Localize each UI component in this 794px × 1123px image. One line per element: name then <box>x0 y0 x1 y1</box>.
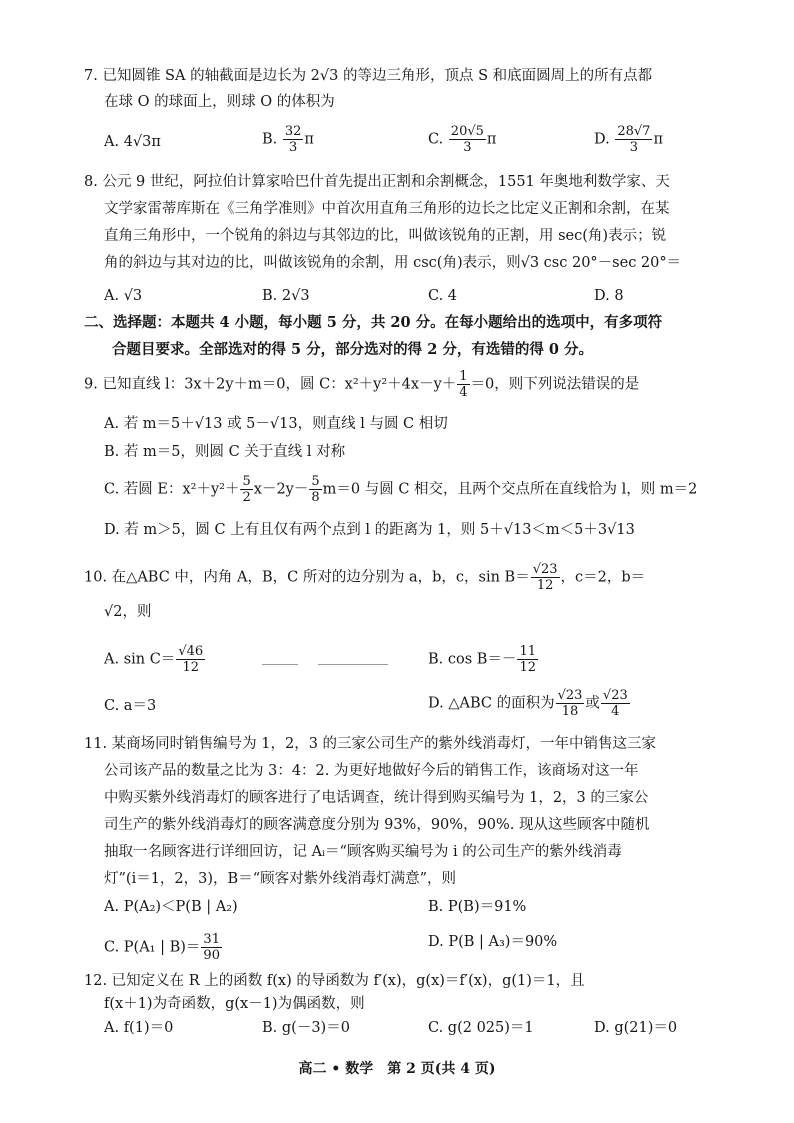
q10-option-d-fraction2 <box>601 688 630 719</box>
q8-stem-line1: 8. 公元 9 世纪，阿拉伯计算家哈巴什首先提出正割和余割概念，1551 年奥地利数学家、天 <box>84 174 670 190</box>
q12-option-c: C. g(2 025)＝1 <box>428 1020 534 1036</box>
q9-option-c-part1: C. 若圆 E：x²＋y²＋ <box>104 481 240 498</box>
q8-option-d: D. 8 <box>594 288 624 304</box>
q7-option-c-den: 3 <box>463 140 472 155</box>
q10-option-d-num2: √23 <box>602 688 628 703</box>
q8-stem-line4: 角的斜边与其对边的比，叫做该锐角的余割，用 csc(角)表示，则√3 csc 20°－sec 20°＝ <box>104 255 682 271</box>
q9-stem-num: 1 <box>459 369 468 384</box>
q9-option-a: A. 若 m＝5＋√13 或 5－√13，则直线 l 与圆 C 相切 <box>104 416 448 432</box>
q10-option-b-fraction <box>517 644 538 675</box>
q7-option-c-label: C. <box>428 131 444 148</box>
q10-stem-line2: √2，则 <box>104 604 152 620</box>
q10-option-a-fraction <box>176 644 205 675</box>
q7-option-b-fraction <box>283 124 304 155</box>
q11-stem-line3: 中购买紫外线消毒灯的顾客进行了电话调查，统计得到购买编号为 1，2，3 的三家公 <box>104 790 649 806</box>
q11-option-c <box>104 932 223 963</box>
q7-option-d-fraction <box>615 124 652 155</box>
q11-stem-line6: 灯”(i＝1，2，3)，B＝“顾客对紫外线消毒灯满意”，则 <box>104 871 457 887</box>
q10-stem-part2: ，c＝2，b＝ <box>560 569 646 586</box>
q11-stem-line1: 11. 某商场同时销售编号为 1，2，3 的三家公司生产的紫外线消毒灯，一年中销售这三家 <box>84 736 657 752</box>
q9-option-c-part2: x－2y－ <box>253 481 309 498</box>
q7-stem-line1: 7. 已知圆锥 SA 的轴截面是边长为 2√3 的等边三角形，顶点 S 和底面圆周上的所有点都 <box>84 68 653 84</box>
q7-option-d-num: 28√7 <box>617 124 651 139</box>
q9-stem-part2: ＝0，则下列说法错误的是 <box>470 376 640 393</box>
section2-heading-line1: 二、选择题：本题共 4 小题，每小题 5 分，共 20 分。在每小题给出的选项中，有多项符 <box>84 314 663 331</box>
q9-stem-part1: 9. 已知直线 l：3x＋2y＋m＝0，圆 C：x²＋y²＋4x－y＋ <box>84 376 457 393</box>
q10-option-b-num: 11 <box>519 644 536 659</box>
q10-option-a-num: √46 <box>178 644 204 659</box>
q10-option-c: C. a＝3 <box>104 698 157 714</box>
q10-option-b <box>428 644 539 675</box>
q10-option-a <box>104 644 206 675</box>
section2-heading-line2: 合题目要求。全部选对的得 5 分，部分选对的得 2 分，有选错的得 0 分。 <box>112 341 594 358</box>
page-footer: 高二 • 数学 第 2 页(共 4 页) <box>298 1061 496 1077</box>
q7-option-b <box>262 124 314 155</box>
q7-option-c-fraction <box>449 124 486 155</box>
q9-stem <box>84 369 639 400</box>
q12-stem-line2: f(x＋1)为奇函数，g(x－1)为偶函数，则 <box>104 996 365 1012</box>
q7-stem-line2: 在球 O 的球面上，则球 O 的体积为 <box>104 94 335 110</box>
q7-option-c <box>428 124 496 155</box>
q10-stem-part1: 10. 在△ABC 中，内角 A，B，C 所对的边分别为 a，b，c，sin B＝ <box>84 569 530 586</box>
q10-option-d-or: 或 <box>585 695 600 712</box>
q7-option-d-den: 3 <box>629 140 639 155</box>
q11-option-c-fraction <box>201 932 222 963</box>
q8-option-c: C. 4 <box>428 288 458 304</box>
q11-option-a: A. P(A₂)＜P(B | A₂) <box>104 899 238 915</box>
q10-option-d-den2: 4 <box>611 704 620 719</box>
q10-option-b-label: B. cos B＝－ <box>428 651 517 668</box>
q7-option-d-tail: π <box>653 131 663 148</box>
q12-option-d: D. g(21)＝0 <box>594 1020 678 1036</box>
q8-option-a: A. √3 <box>104 288 143 304</box>
q7-option-c-num: 20√5 <box>450 124 484 139</box>
q7-option-d-label: D. <box>594 131 610 148</box>
q10-option-d-label: D. △ABC 的面积为 <box>428 695 555 712</box>
q9-option-c-fraction2 <box>309 474 321 505</box>
q10-option-a-den: 12 <box>182 660 199 675</box>
q11-stem-line5: 抽取一名顾客进行详细回访，记 Aᵢ＝“顾客购买编号为 i 的公司生产的紫外线消毒 <box>104 844 622 860</box>
q7-option-b-tail: π <box>304 131 314 148</box>
q7-option-a: A. 4√3π <box>104 134 161 150</box>
q11-option-b: B. P(B)＝91% <box>428 899 527 915</box>
q12-option-a: A. f(1)＝0 <box>104 1020 174 1036</box>
q8-stem-line3: 直角三角形中，一个锐角的斜边与其邻边的比，叫做该锐角的正割，用 sec(角)表示；锐 <box>104 228 667 244</box>
q7-option-d <box>594 124 663 155</box>
q9-option-c-num2: 5 <box>311 474 320 489</box>
q8-stem-line2: 文学家雷蒂库斯在《三角学准则》中首次用直角三角形的边长之比定义正割和余割，在某 <box>104 201 670 217</box>
q12-stem-line1: 12. 已知定义在 R 上的函数 f(x) 的导函数为 f′(x)，g(x)＝f′(x)，g(1)＝1，且 <box>84 973 585 989</box>
q11-option-d: D. P(B | A₃)＝90% <box>428 934 558 950</box>
q12-option-b: B. g(－3)＝0 <box>262 1020 350 1036</box>
scan-mark-line <box>318 664 388 665</box>
q9-option-c-den1: 2 <box>242 490 251 505</box>
q9-option-c-part3: m＝0 与圆 C 相交，且两个交点所在直线恰为 l，则 m＝2 <box>322 481 698 498</box>
q10-stem <box>84 562 645 593</box>
q8-option-b: B. 2√3 <box>262 288 310 304</box>
q10-stem-num: √23 <box>532 562 558 577</box>
q9-option-c <box>104 474 697 505</box>
q11-option-c-num: 31 <box>203 932 220 947</box>
q7-option-b-label: B. <box>262 131 278 148</box>
q10-option-d-fraction1 <box>556 688 585 719</box>
q10-option-d <box>428 688 631 719</box>
q9-option-b: B. 若 m＝5，则圆 C 关于直线 l 对称 <box>104 444 346 460</box>
q11-option-c-label: C. P(A₁ | B)＝ <box>104 939 201 956</box>
q9-option-c-fraction1 <box>240 474 252 505</box>
q7-option-b-den: 3 <box>289 140 298 155</box>
q10-option-d-den1: 18 <box>561 704 579 719</box>
q11-option-c-den: 90 <box>203 948 220 963</box>
q10-option-b-den: 12 <box>519 660 536 675</box>
q10-stem-fraction <box>531 562 560 593</box>
q9-option-c-num1: 5 <box>242 474 251 489</box>
q10-option-d-num1: √23 <box>557 688 583 703</box>
q9-option-c-den2: 8 <box>311 490 320 505</box>
q9-option-d: D. 若 m＞5，圆 C 上有且仅有两个点到 l 的距离为 1，则 5＋√13＜m＜5＋3√13 <box>104 522 635 538</box>
q7-option-b-num: 32 <box>284 124 302 139</box>
q10-stem-den: 12 <box>536 578 554 593</box>
scan-mark-line <box>262 664 298 665</box>
q11-stem-line2: 公司该产品的数量之比为 3：4：2. 为更好地做好今后的销售工作，该商场对这一年 <box>104 763 639 779</box>
q7-option-c-tail: π <box>486 131 497 148</box>
q9-stem-den: 4 <box>459 385 468 400</box>
q11-stem-line4: 司生产的紫外线消毒灯的顾客满意度分别为 93%，90%，90%. 现从这些顾客中随机 <box>104 817 650 833</box>
q9-stem-fraction <box>457 369 469 400</box>
q10-option-a-label: A. sin C＝ <box>104 651 176 668</box>
